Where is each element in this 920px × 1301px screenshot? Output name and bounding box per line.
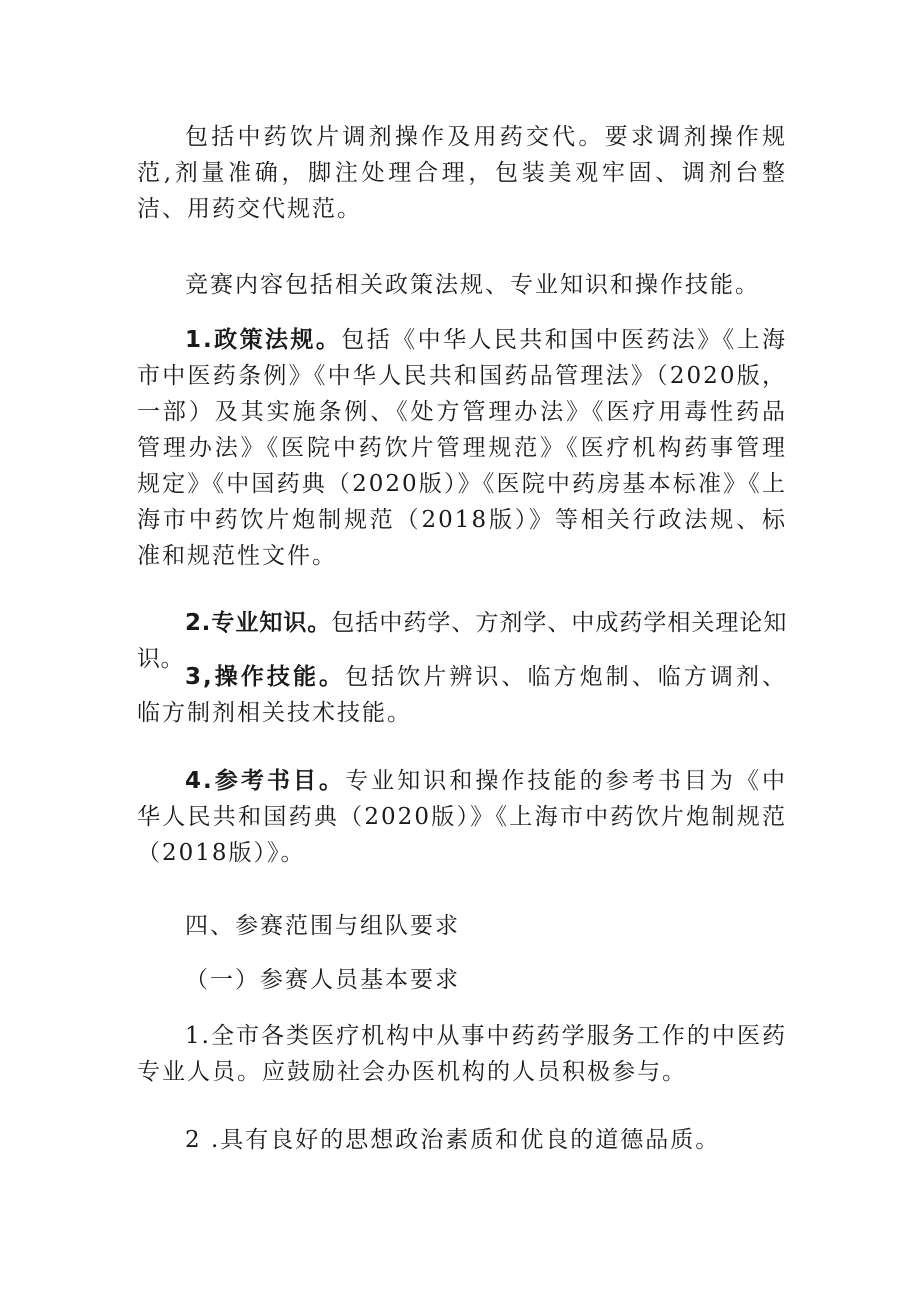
section-heading-participation-scope: [137, 908, 787, 944]
paragraph-lead-heading: 4.参考书目。: [185, 768, 346, 794]
paragraph-reference-books: [137, 763, 787, 871]
paragraph-lead-heading: 3,操作技能。: [185, 664, 346, 690]
paragraph-text: 2 .具有良好的思想政治素质和优良的道德品质。: [185, 1127, 721, 1153]
paragraph-text: 竞赛内容包括相关政策法规、专业知识和操作技能。: [185, 272, 760, 298]
paragraph-text: 四、参赛范围与组队要求: [185, 913, 460, 939]
paragraph-text: （一）参赛人员基本要求: [185, 967, 460, 993]
paragraph-operation-skills: [137, 659, 787, 731]
paragraph-dispensing-operation: [137, 119, 787, 227]
subsection-heading-basic-requirements: [137, 962, 787, 998]
paragraph-text: 包括中药学、方剂学、中成药学相关理论知识。: [137, 610, 787, 672]
paragraph-text: 包括《中华人民共和国中医药法》《上海市中医药条例》《中华人民共和国药品管理法》（2020版，一部）及其实施条例、《处方管理办法》《医疗用毒性药品管理办法》《医院中药饮片管理规范》《医疗机构药事管理规定》《中国药典（2020版）》《医院中药房基本标准》《上海市中药饮片炮制规范（2018版）》等相关行政法规、标准和规范性文件。: [137, 327, 788, 569]
paragraph-lead-heading: 1.政策法规。: [185, 327, 342, 353]
paragraph-requirement-2: [137, 1122, 787, 1158]
paragraph-text: 包括饮片辨识、临方炮制、临方调剂、临方制剂相关技术技能。: [137, 664, 788, 726]
paragraph-text: 包括中药饮片调剂操作及用药交代。要求调剂操作规范,剂量准确，脚注处理合理，包装美观牢固、调剂台整洁、用药交代规范。: [137, 124, 787, 222]
paragraph-requirement-1: [137, 1018, 787, 1090]
paragraph-text: 专业知识和操作技能的参考书目为《中华人民共和国药典（2020版）》《上海市中药饮片炮制规范（2018版）》。: [137, 768, 788, 866]
paragraph-text: 1.全市各类医疗机构中从事中药药学服务工作的中医药专业人员。应鼓励社会办医机构的人员积极参与。: [137, 1023, 787, 1085]
paragraph-competition-content: [137, 267, 787, 303]
paragraph-lead-heading: 2.专业知识。: [185, 610, 332, 636]
paragraph-policy-regulations: [137, 322, 787, 574]
